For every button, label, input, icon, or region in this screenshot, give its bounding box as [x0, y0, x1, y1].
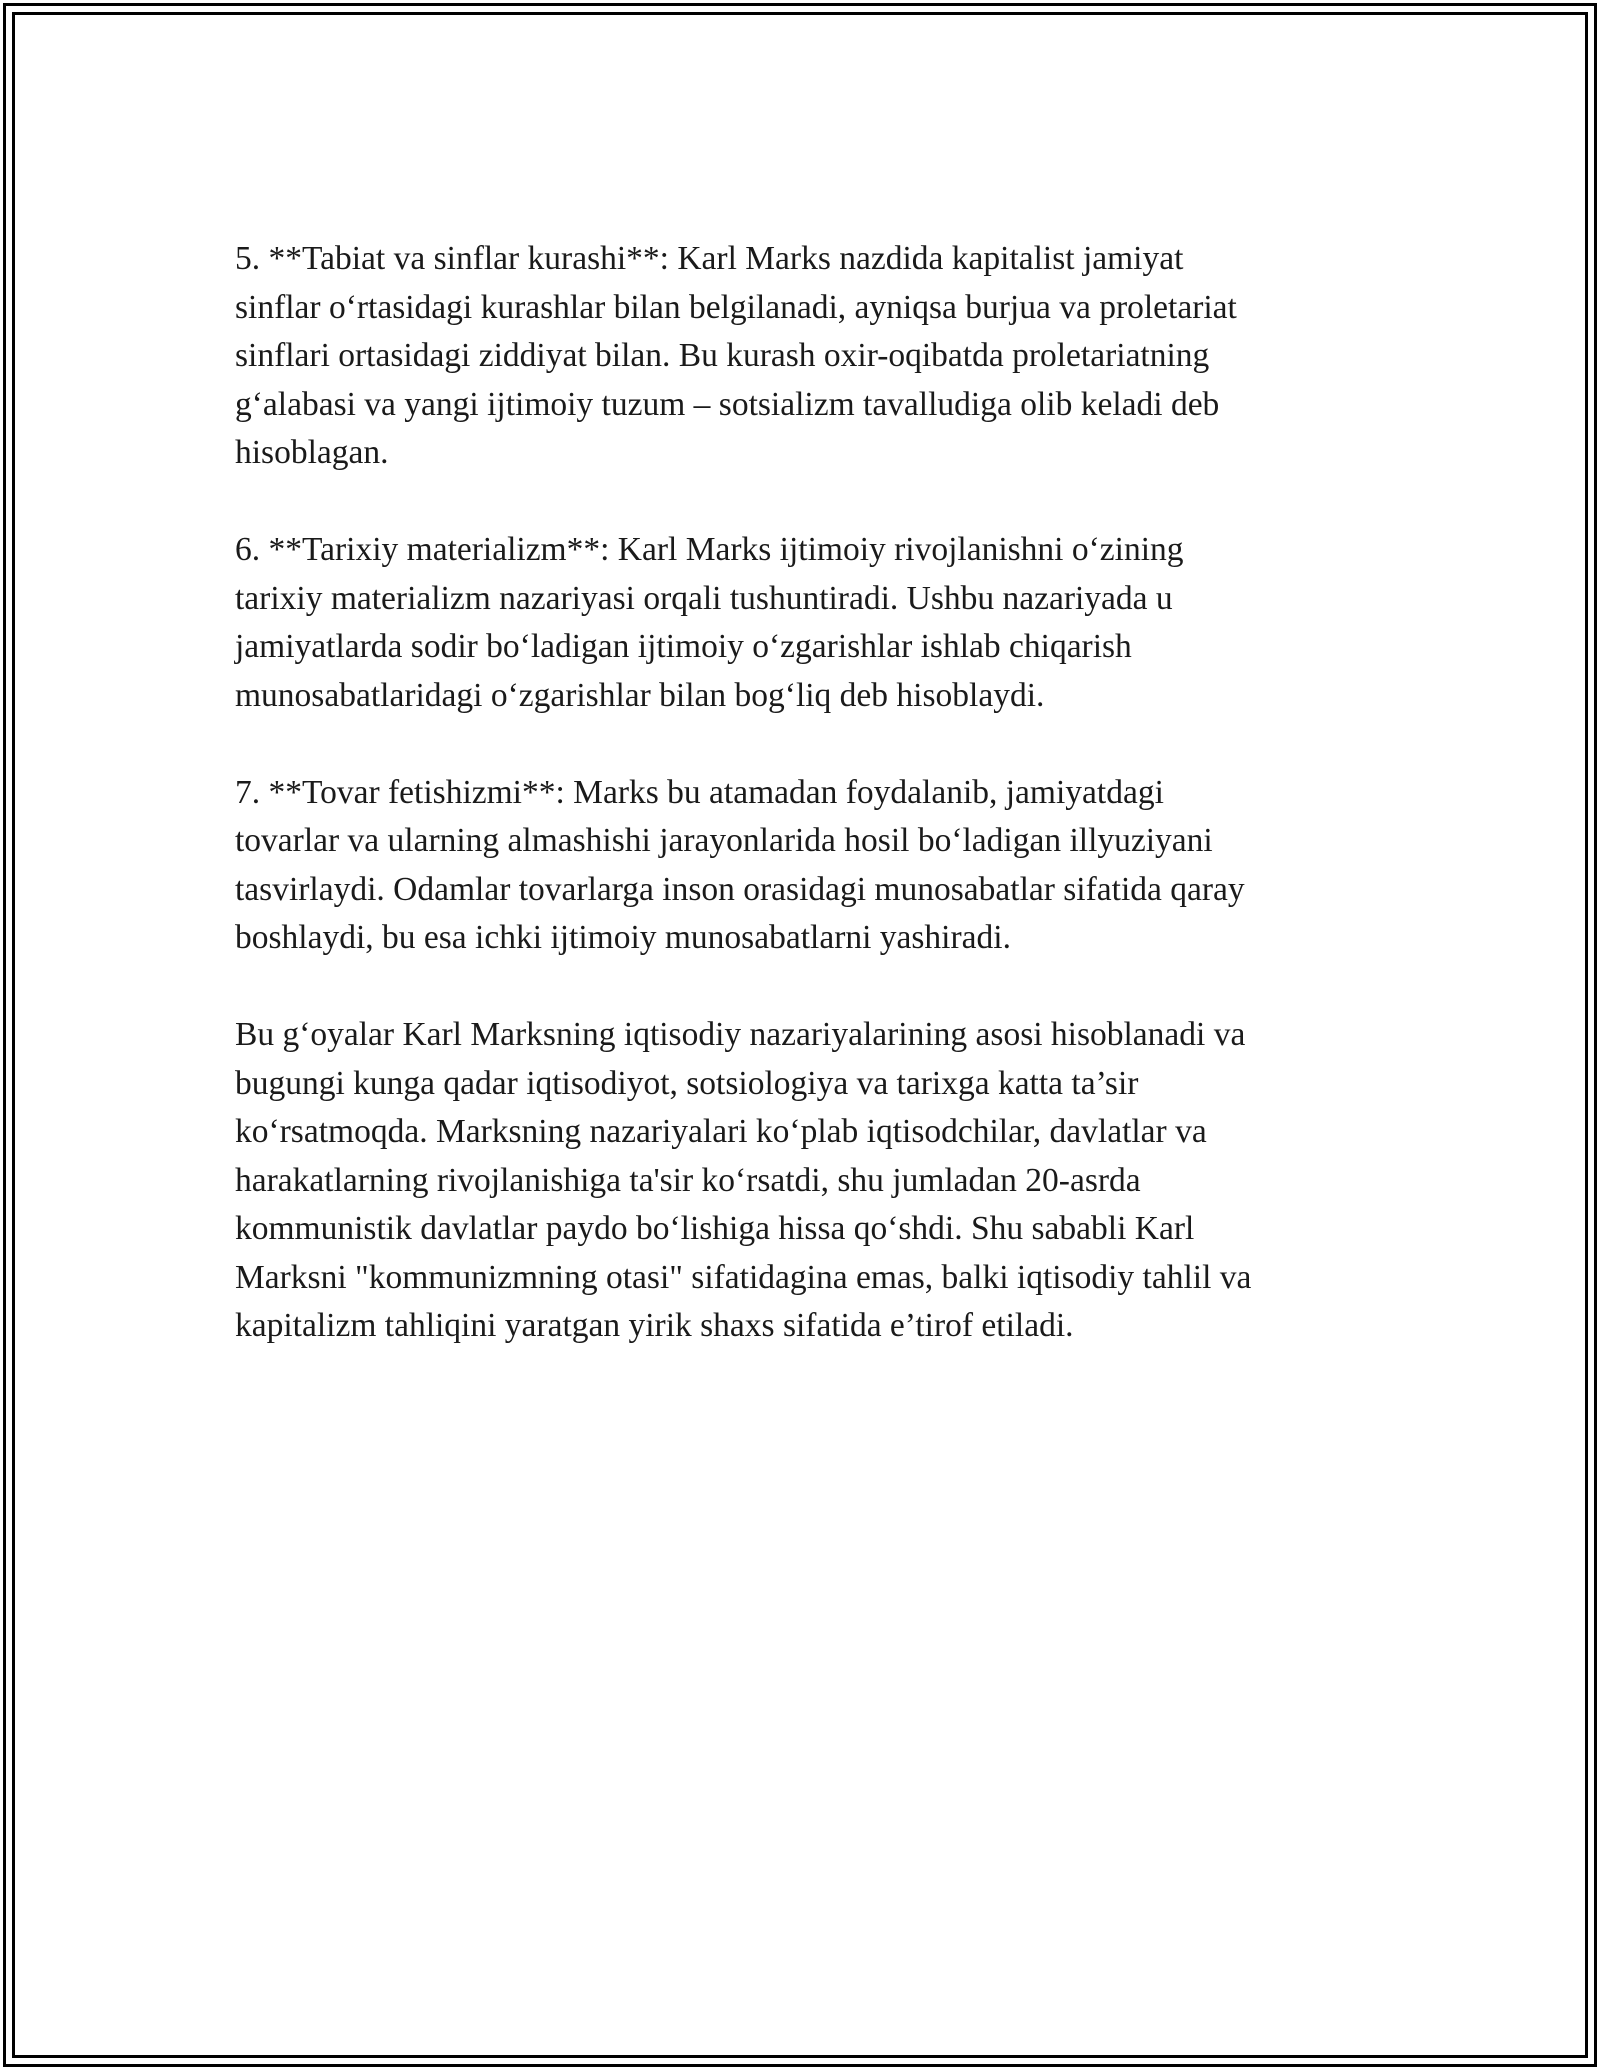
document-body [235, 235, 1365, 1399]
text-line: tarixiy materializm nazariyasi orqali tushuntiradi. Ushbu nazariyada u [235, 579, 1173, 617]
text-line: bugungi kunga qadar iqtisodiyot, sotsiologiya va tarixga katta ta’sir [235, 1064, 1139, 1102]
text-line: 6. **Tarixiy materializm**: Karl Marks ijtimoiy rivojlanishni o‘zining [235, 531, 1184, 568]
text-line: tasvirlaydi. Odamlar tovarlarga inson orasidagi munosabatlar sifatida qaray [235, 870, 1245, 908]
paragraph-historical-materialism [235, 526, 1365, 720]
paragraph-commodity-fetishism [235, 769, 1365, 963]
text-line: sinflari ortasidagi ziddiyat bilan. Bu kurash oxir-oqibatda proletariatning [235, 337, 1210, 374]
text-line: Bu g‘oyalar Karl Marksning iqtisodiy nazariyalarining asosi hisoblanadi va [235, 1016, 1246, 1053]
text-line: 5. **Tabiat va sinflar kurashi**: Karl Marks nazdida kapitalist jamiyat [235, 240, 1184, 277]
text-line: tovarlar va ularning almashishi jarayonlarida hosil bo‘ladigan illyuziyani [235, 822, 1213, 859]
text-line: hisoblagan. [235, 434, 389, 471]
text-line: g‘alabasi va yangi ijtimoiy tuzum – sotsializm tavalludiga olib keladi deb [235, 385, 1220, 423]
text-line: kommunistik davlatlar paydo bo‘lishiga hissa qo‘shdi. Shu sababli Karl [235, 1210, 1195, 1247]
text-line: kapitalizm tahliqini yaratgan yirik shaxs sifatida e’tirof etiladi. [235, 1307, 1074, 1344]
text-line: 7. **Tovar fetishizmi**: Marks bu atamadan foydalanib, jamiyatdagi [235, 773, 1164, 811]
paragraph-class-struggle [235, 235, 1365, 478]
text-line: jamiyatlarda sodir bo‘ladigan ijtimoiy o‘zgarishlar ishlab chiqarish [235, 628, 1132, 665]
text-line: Marksni "kommunizmning otasi" sifatidagina emas, balki iqtisodiy tahlil va [235, 1258, 1252, 1296]
text-line: harakatlarning rivojlanishiga ta'sir ko‘rsatdi, shu jumladan 20-asrda [235, 1161, 1141, 1199]
text-line: munosabatlaridagi o‘zgarishlar bilan bog‘liq deb hisoblaydi. [235, 676, 1045, 714]
text-line: boshlaydi, bu esa ichki ijtimoiy munosabatlarni yashiradi. [235, 919, 1011, 956]
paragraph-conclusion [235, 1011, 1365, 1351]
text-line: ko‘rsatmoqda. Marksning nazariyalari ko‘plab iqtisodchilar, davlatlar va [235, 1113, 1207, 1150]
text-line: sinflar o‘rtasidagi kurashlar bilan belgilanadi, ayniqsa burjua va proletariat [235, 288, 1237, 326]
